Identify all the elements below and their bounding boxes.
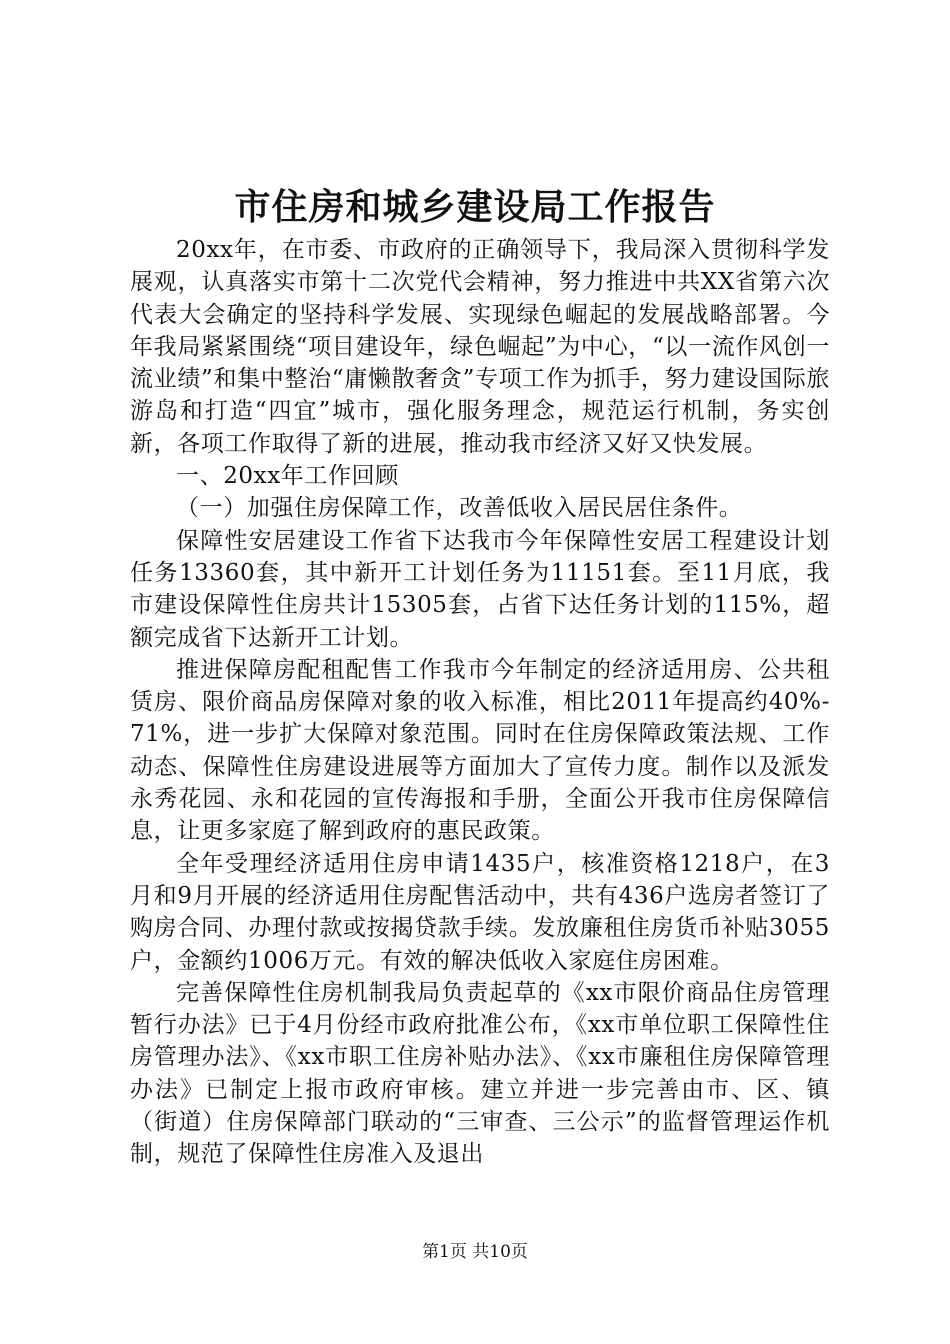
subsection-heading-housing-security: （一）加强住房保障工作，改善低收入居民居住条件。 [176, 495, 743, 522]
paragraph-intro: 20xx年，在市委、市政府的正确领导下，我局深入贯彻科学发展观，认真落实市第十二次党代会精神，努力推进中共XX省第六次代表大会确定的坚持科学发展、实现绿色崛起的发展战略部署。今年我局紧紧围绕“项目建设年，绿色崛起”为中心，“以一流作风创一流业绩”和集中整治“庸懒散奢贪”专项工作为抓手，努力建设国际旅游岛和打造“四宜”城市，强化服务理念，规范运行机制，务实创新，各项工作取得了新的进展，推动我市经济又好又快发展。 [130, 237, 830, 457]
paragraph-housing-mechanism: 完善保障性住房机制我局负责起草的《xx市限价商品住房管理暂行办法》已于4月份经市政府批准公布，《xx市单位职工保障性住房管理办法》、《xx市职工住房补贴办法》、《xx市廉租住房保障管理办法》已制定上报市政府审核。建立并进一步完善由市、区、镇（街道）住房保障部门联动的“三审查、三公示”的监督管理运作机制，规范了保障性住房准入及退出 [130, 979, 830, 1168]
paragraph-affordable-housing-construction: 保障性安居建设工作省下达我市今年保障性安居工程建设计划任务13360套，其中新开工计划任务为11151套。至11月底，我市建设保障性住房共计15305套，占省下达任务计划的115%，超额完成省下达新开工计划。 [130, 527, 830, 651]
section-heading-review: 一、20xx年工作回顾 [176, 463, 399, 490]
page-footer: 第1页 共10页 [422, 1242, 528, 1262]
document-title: 市住房和城乡建设局工作报告 [234, 186, 716, 228]
document-body [130, 234, 830, 1171]
paragraph-rental-sales: 推进保障房配租配售工作我市今年制定的经济适用房、公共租赁房、限价商品房保障对象的收入标准，相比2011年提高约40%-71%，进一步扩大保障对象范围。同时在住房保障政策法规、工作动态、保障性住房建设进展等方面加大了宣传力度。制作以及派发永秀花园、永和花园的宣传海报和手册，全面公开我市住房保障信息，让更多家庭了解到政府的惠民政策。 [130, 656, 830, 845]
paragraph-applications: 全年受理经济适用住房申请1435户，核准资格1218户，在3月和9月开展的经济适用住房配售活动中，共有436户选房者签订了购房合同、办理付款或按揭贷款手续。发放廉租住房货币补贴3055户，金额约1006万元。有效的解决低收入家庭住房困难。 [130, 850, 830, 974]
